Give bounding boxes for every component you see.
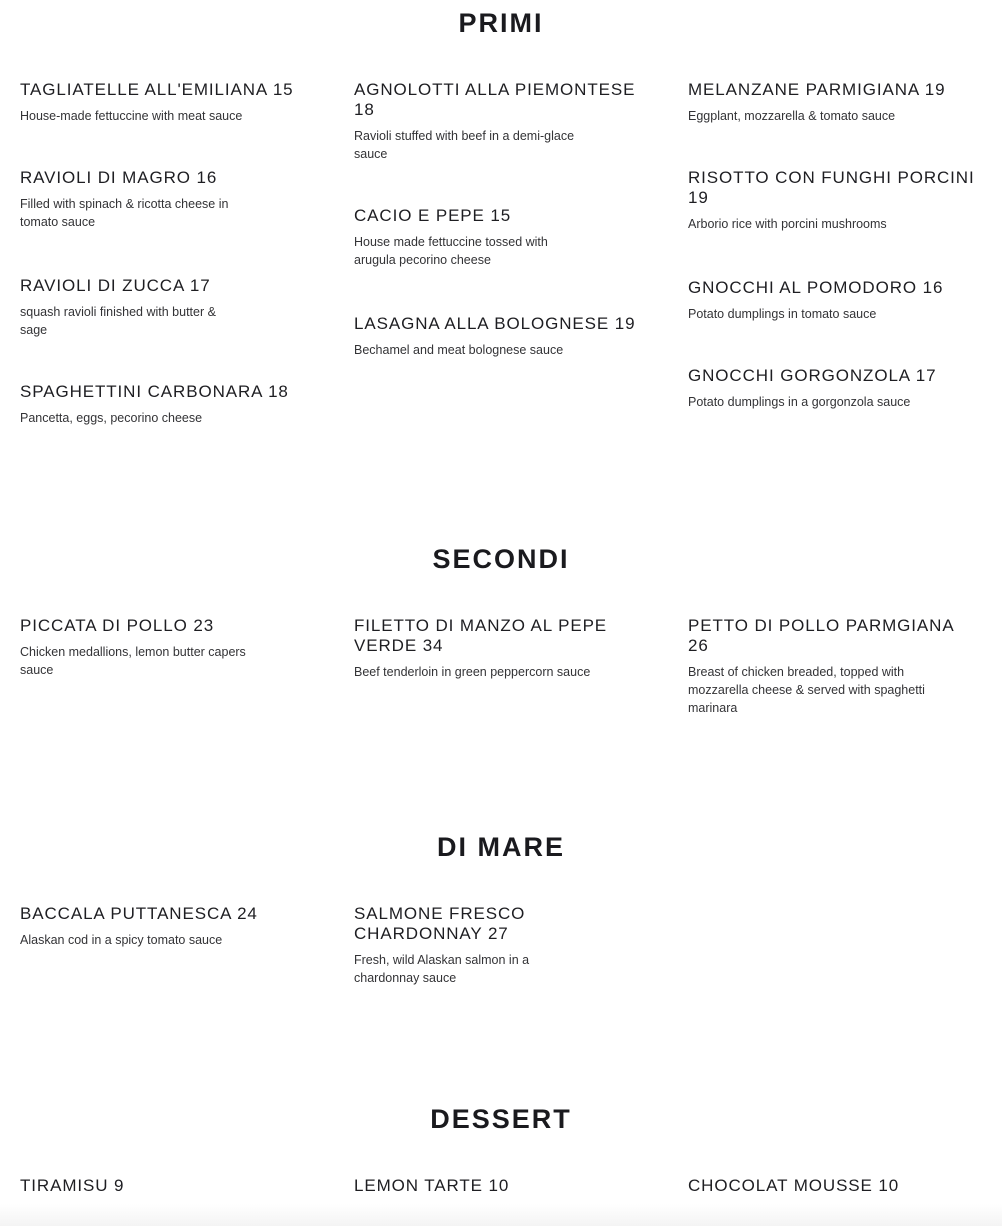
item-name: LEMON TARTE 10 [354,1176,510,1195]
item-description: Pancetta, eggs, pecorino cheese [20,411,203,425]
item-name: MELANZANE PARMIGIANA 19 [688,80,946,99]
menu-item-petto-di-pollo [688,616,988,717]
menu-item-lemon-tarte [354,1176,644,1196]
section-title-primi: PRIMI [458,8,544,38]
item-name: BACCALA PUTTANESCA 24 [20,904,258,923]
item-name: CACIO E PEPE 15 [354,206,512,225]
menu-item-gnocchi-pomodoro [688,278,988,323]
menu-item-tiramisu [20,1176,310,1196]
item-description: Potato dumplings in a gorgonzola sauce [688,395,911,409]
menu-item-spaghettini-carbonara [20,382,310,427]
item-description: Beef tenderloin in green peppercorn sauce [354,665,591,679]
item-description: Eggplant, mozzarella & tomato sauce [688,109,896,123]
item-description: Arborio rice with porcini mushrooms [688,217,887,231]
menu-item-agnolotti [354,80,644,163]
menu-item-cacio-e-pepe [354,206,644,269]
item-name: TIRAMISU 9 [20,1176,125,1195]
item-name: PICCATA DI POLLO 23 [20,616,215,635]
section-title-secondi: SECONDI [432,544,570,574]
menu-item-salmone [354,904,644,987]
menu-item-piccata-di-pollo [20,616,310,679]
menu-item-lasagna [354,314,644,359]
menu-item-filetto-di-manzo [354,616,644,681]
bottom-fade [0,1204,1002,1226]
item-description: House-made fettuccine with meat sauce [20,109,243,123]
section-title-di-mare: DI MARE [437,832,565,862]
menu-item-ravioli-magro [20,168,280,231]
item-description: Potato dumplings in tomato sauce [688,307,877,321]
item-name: GNOCCHI AL POMODORO 16 [688,278,944,297]
item-name: RAVIOLI DI ZUCCA 17 [20,276,211,295]
menu-item-baccala [20,904,310,949]
item-name: RISOTTO CON FUNGHI PORCINI 19 [688,168,975,207]
item-description: Alaskan cod in a spicy tomato sauce [20,933,223,947]
menu-item-chocolat-mousse [688,1176,988,1196]
menu-item-melanzane [688,80,988,125]
item-name: AGNOLOTTI ALLA PIEMONTESE 18 [354,80,636,119]
item-name: LASAGNA ALLA BOLOGNESE 19 [354,314,636,333]
item-description: Chicken medallions, lemon butter capers sauce [20,645,246,677]
item-name: SALMONE FRESCO CHARDONNAY 27 [354,904,526,943]
item-description: Fresh, wild Alaskan salmon in a chardonnay sauce [354,953,530,985]
menu-item-ravioli-zucca [20,276,310,339]
item-name: PETTO DI POLLO PARMGIANA 26 [688,616,954,655]
item-name: TAGLIATELLE ALL'EMILIANA 15 [20,80,294,99]
item-description: Bechamel and meat bolognese sauce [354,343,564,357]
item-name: FILETTO DI MANZO AL PEPE VERDE 34 [354,616,608,655]
item-description: Filled with spinach & ricotta cheese in tomato sauce [20,197,229,229]
item-name: CHOCOLAT MOUSSE 10 [688,1176,900,1195]
menu-item-tagliatelle [20,80,310,125]
section-title-dessert: DESSERT [430,1104,572,1134]
item-name: RAVIOLI DI MAGRO 16 [20,168,218,187]
item-description: Breast of chicken breaded, topped with mozzarella cheese & served with spaghetti marinara [688,665,925,715]
item-description: Ravioli stuffed with beef in a demi-glace sauce [354,129,575,161]
item-description: squash ravioli finished with butter & sage [20,305,216,337]
menu-item-risotto [688,168,988,233]
item-name: GNOCCHI GORGONZOLA 17 [688,366,937,385]
item-description: House made fettuccine tossed with arugula pecorino cheese [354,235,548,267]
item-name: SPAGHETTINI CARBONARA 18 [20,382,289,401]
menu-item-gnocchi-gorgonzola [688,366,988,411]
